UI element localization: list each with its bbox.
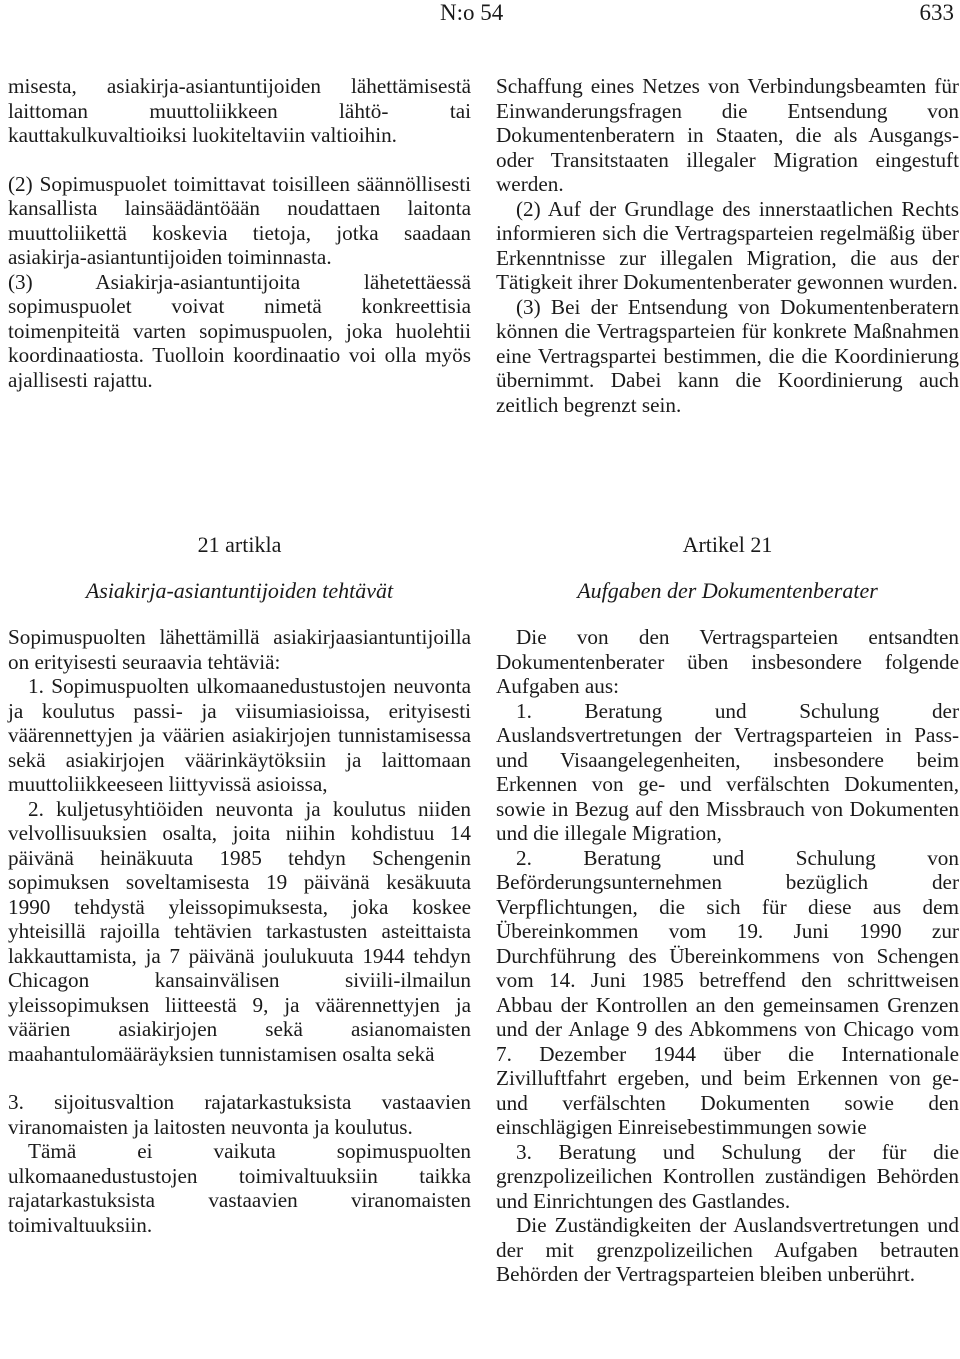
article-title: Artikel 21: [682, 532, 773, 557]
paragraph: Die von den Vertragsparteien entsandten Dokumentenberater üben insbesondere folgende Aufgaben aus:: [496, 625, 959, 698]
paragraph: (2) Sopimuspuolet toimittavat toisilleen säännöllisesti kansallista lainsäädäntöään noudattaen laitonta muuttoliikettä koskevia tietoja, jotka saadaan asiakirja-asiantuntijoiden toiminnasta.: [8, 171, 471, 269]
article-subtitle: Asiakirja-asiantuntijoiden tehtävät: [85, 578, 394, 603]
left-column-article: [8, 533, 471, 1237]
paragraph: Tämä ei vaikuta sopimuspuolten ulkomaanedustustojen toimivaltuuksiin taikka rajatarkastuksista vastaavien viranomaisten toimivaltuuksiin.: [8, 1139, 471, 1237]
left-column-continuation: [8, 74, 471, 392]
paragraph: (2) Auf der Grundlage des innerstaatlichen Rechts informieren sich die Vertragsparteien regelmäßig über Erkenntnisse zur illegalen Migration, die aus der Tätigkeit ihrer Dokumentenberater gewonnen wurden.: [496, 196, 959, 294]
article-subtitle: Aufgaben der Dokumentenberater: [577, 578, 878, 603]
paragraph: Sopimuspuolten lähettämillä asiakirjaasiantuntijoilla on erityisesti seuraavia tehtäviä:: [8, 625, 471, 674]
paragraph: misesta, asiakirja-asiantuntijoiden lähettämisestä laittoman muuttoliikkeen lähtö- tai kauttakulkuvaltioiksi luokiteltaviin valtioihin.: [8, 74, 471, 147]
paragraph: (3) Asiakirja-asiantuntijoita lähetettäessä sopimuspuolet voivat nimetä konkreettisia toimenpiteitä varten sopimuspuolen, joka huolehtii koordinaatiosta. Tuolloin koordinaatio voi olla myös ajallisesti rajattu.: [8, 269, 471, 392]
list-item: 3. Beratung und Schulung der für die grenzpolizeilichen Kontrollen zuständigen Behörden und Einrichtungen des Gastlandes.: [496, 1139, 959, 1213]
list-item: 1. Sopimuspuolten ulkomaanedustustojen neuvonta ja koulutus passi- ja viisumiasioissa, erityisesti väärennettyjen ja väärien asiakirjojen tunnistamisessa sekä asiakirjojen väärinkäytöksiin ja laittomaan muuttoliikkeeseen liittyvissä asioissa,: [8, 674, 471, 796]
document-number: N:o 54: [440, 0, 504, 25]
list-item: 2. Beratung und Schulung von Beförderungsunternehmen bezüglich der Verpflichtungen, die sich für diese aus dem Übereinkommen vom 19. Juni 1990 zur Durchführung des Übereinkommens von Schengen vom 14. Juni 1985 betreffend den schrittweisen Abbau der Kontrollen an den gemeinsamen Grenzen und der Anlage 9 des Abkommens von Chicago vom 7. Dezember 1944 über die Internationale Zivilluftfahrt ergeben, und beim Erkennen von ge- und verfälschten Dokumenten sowie den einschlägigen Einreisebestimmungen sowie: [496, 845, 959, 1139]
paragraph: Schaffung eines Netzes von Verbindungsbeamten für Einwanderungsfragen die Entsendung von Dokumentenberatern in Staaten, die als Ausgangs- oder Transitstaaten illegaler Migration eingestuft werden.: [496, 74, 959, 196]
article-title: 21 artikla: [197, 532, 282, 557]
paragraph: (3) Bei der Entsendung von Dokumentenberatern können die Vertragsparteien für konkrete Maßnahmen eine Vertragspartei bestimmen, die die Koordinierung übernimmt. Dabei kann die Koordinierung auch zeitlich begrenzt sein.: [496, 294, 959, 417]
list-item: 2. kuljetusyhtiöiden neuvonta ja koulutus niiden velvollisuuksien osalta, joita niihin kohdistuu 14 päivänä heinäkuuta 1985 tehdyn Schengenin sopimuksen soveltamisesta 19 päivänä kesäkuuta 1990 tehdystä yleissopimuksesta, joka koskee yhteisillä rajoilla tehtävien tarkastusten asteittaista lakkauttamista, ja 7 päivänä joulukuuta 1944 tehdyn Chicagon kansainvälisen siviili-ilmailun yleissopimuksen liitteestä 9, ja väärennettyjen ja väärien asiakirjojen sekä asianomaisten maahantulomääräyksien tunnistamisen osalta sekä: [8, 796, 471, 1066]
page-number: 633: [919, 0, 954, 25]
paragraph: Die Zuständigkeiten der Auslandsvertretungen und der mit grenzpolizeilichen Aufgaben betrauten Behörden der Vertragsparteien bleiben unberührt.: [496, 1213, 959, 1286]
list-item: 3. sijoitusvaltion rajatarkastuksista vastaavien viranomaisten ja laitosten neuvonta ja koulutus.: [8, 1090, 471, 1139]
right-column-article: [496, 533, 959, 1287]
right-column-continuation: [496, 74, 959, 417]
list-item: 1. Beratung und Schulung der Auslandsvertretungen der Vertragsparteien in Pass- und Visaangelegenheiten, insbesondere beim Erkennen von ge- und verfälschten Dokumenten, sowie in Bezug auf den Missbrauch von Dokumenten und die illegale Migration,: [496, 698, 959, 845]
